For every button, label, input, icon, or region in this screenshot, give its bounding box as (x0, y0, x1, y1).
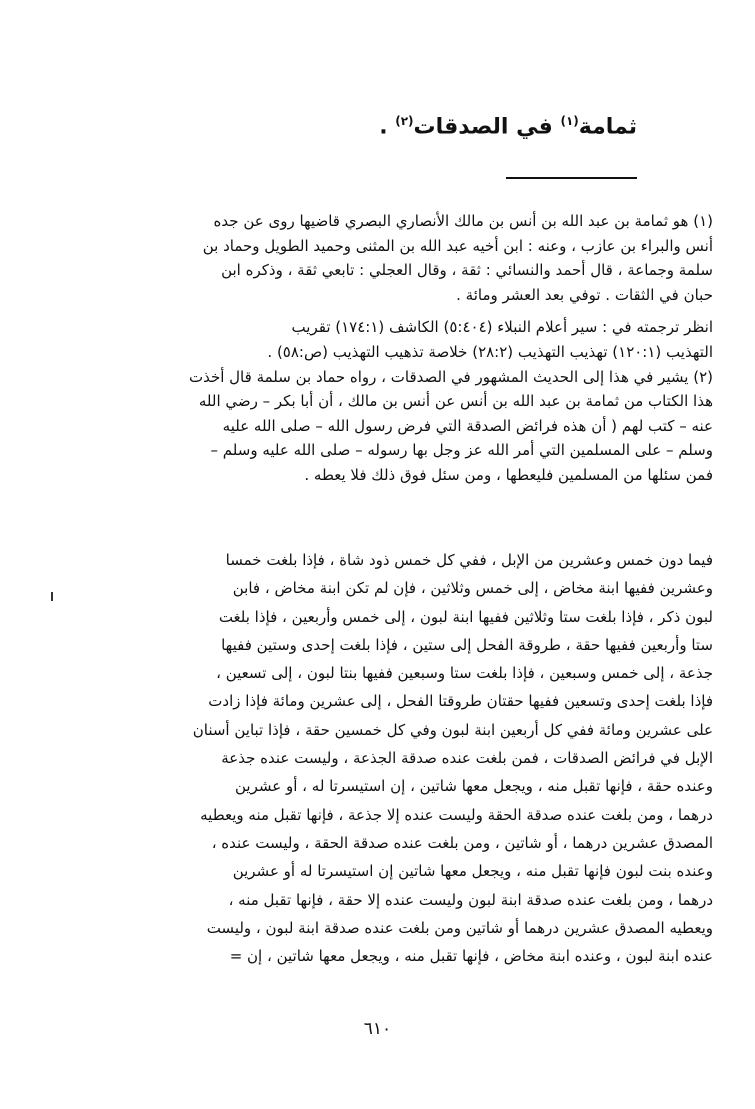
text-line: الإبل في فرائض الصدقات ، فمن بلغت عنده صدقة الجذعة ، وليست عنده جذعة (221, 749, 713, 768)
footnote-2-line: فمن سئلها من المسلمين فليعطها ، ومن سئل فوق ذلك فلا يعطه . (304, 465, 713, 484)
hadith-continuation-text (65, 546, 713, 970)
footnote-2-line: (٢) يشير في هذا إلى الحديث المشهور في الصدقات ، رواه حماد بن سلمة قال أخذت (188, 367, 713, 386)
footnote-1-line: أنس والبراء بن عازب ، وعنه : ابن أخيه عبد الله بن المثنى وحميد الطويل وحماد بن (202, 236, 713, 255)
footnote-separator-rule (506, 177, 637, 179)
translation-sources-line: التهذيب (١٢٠:١) تهذيب التهذيب (٢٨:٢) خلاصة تذهيب التهذيب (ص:٥٨) . (267, 342, 713, 361)
margin-mark (51, 592, 53, 601)
heading-footnote-ref-2: (٢) (395, 114, 414, 128)
text-line: درهما ، ومن بلغت عنده صدقة ابنة لبون وليست عنده إلا حقة ، فإنها تقبل منه ، (228, 890, 713, 909)
footnote-1-line: سلمة وجماعة ، قال أحمد والنسائي : ثقة ، وقال العجلي : تابعي ثقة ، وذكره ابن (221, 261, 713, 280)
page-number: ٦١٠ (363, 1019, 392, 1039)
text-line: ستا وأربعين ففيها حقة ، طروقة الفحل إلى ستين ، فإذا بلغت إحدى وستين ففيها (221, 635, 713, 654)
heading-end: . (379, 114, 396, 140)
text-line: عنده ابنة لبون ، وعنده ابنة مخاض ، فإنها تقبل منه ، ويجعل معها شاتين ، إن = (229, 947, 713, 966)
footnotes-block (65, 209, 713, 488)
heading-topic: في الصدقات (413, 114, 561, 140)
heading-name: ثمامة (578, 114, 637, 140)
footnote-1-line: (١) هو ثمامة بن عبد الله بن أنس بن مالك الأنصاري البصري قاضيها روى عن جده (213, 212, 713, 230)
footnote-2-line: هذا الكتاب من ثمامة بن عبد الله بن أنس عن أنس بن مالك ، أن أبا بكر – رضي الله (198, 392, 713, 411)
text-line: ويعطيه المصدق عشرين درهما أو شاتين ومن بلغت عنده صدقة ابنة لبون ، وليست (206, 918, 713, 937)
text-line: وعنده حقة ، فإنها تقبل منه ، ويجعل معها شاتين ، إن استيسرتا له ، أو عشرين (235, 777, 713, 796)
text-line: فيما دون خمس وعشرين من الإبل ، ففي كل خمس ذود شاة ، فإذا بلغت خمسا (225, 551, 713, 569)
text-line: وعنده بنت لبون فإنها تقبل منه ، ويجعل معها شاتين إن استيسرتا له أو عشرين (232, 862, 713, 881)
heading-footnote-ref-1: (١) (560, 114, 579, 128)
text-line: لبون ذكر ، فإذا بلغت ستا وثلاثين ففيها ابنة لبون ، إلى خمس وأربعين ، فإذا بلغت (218, 607, 713, 626)
text-line: جذعة ، إلى خمس وسبعين ، فإذا بلغت ستا وسبعين ففيها بنتا لبون ، إلى تسعين ، (216, 664, 713, 683)
entry-heading (77, 104, 637, 144)
footnote-2-line: وسلم – على المسلمين التي أمر الله عز وجل بها رسوله – صلى الله عليه وسلم – (210, 441, 713, 460)
footnote-1-line: حبان في الثقات . توفي بعد العشر ومائة . (456, 285, 713, 304)
text-line: وعشرين ففيها ابنة مخاض ، إلى خمس وثلاثين ، فإن لم تكن ابنة مخاض ، فابن (232, 579, 713, 598)
text-line: المصدق عشرين درهما ، أو شاتين ، ومن بلغت عنده صدقة الحقة ، وليست عنده ، (211, 833, 713, 852)
footnote-gap (65, 307, 713, 315)
text-line: درهما ، ومن بلغت عنده صدقة الحقة وليست عنده إلا جذعة ، فإنها تقبل منه ويعطيه (200, 805, 713, 824)
translation-sources-line: انظر ترجمته في : سير أعلام النبلاء (٥:٤٠٤) الكاشف (١٧٤:١) تقريب (291, 318, 713, 337)
text-line: على عشرين ومائة ففي كل أربعين ابنة لبون وفي كل خمسين حقة ، فإذا تباين أسنان (192, 720, 713, 739)
text-line: فإذا بلغت إحدى وتسعين ففيها حقتان طروقتا الفحل ، إلى عشرين ومائة فإذا زادت (208, 692, 713, 711)
footnote-2-line: عنه – كتب لهم ( أن هذه فرائض الصدقة التي فرض رسول الله – صلى الله عليه (222, 416, 713, 435)
